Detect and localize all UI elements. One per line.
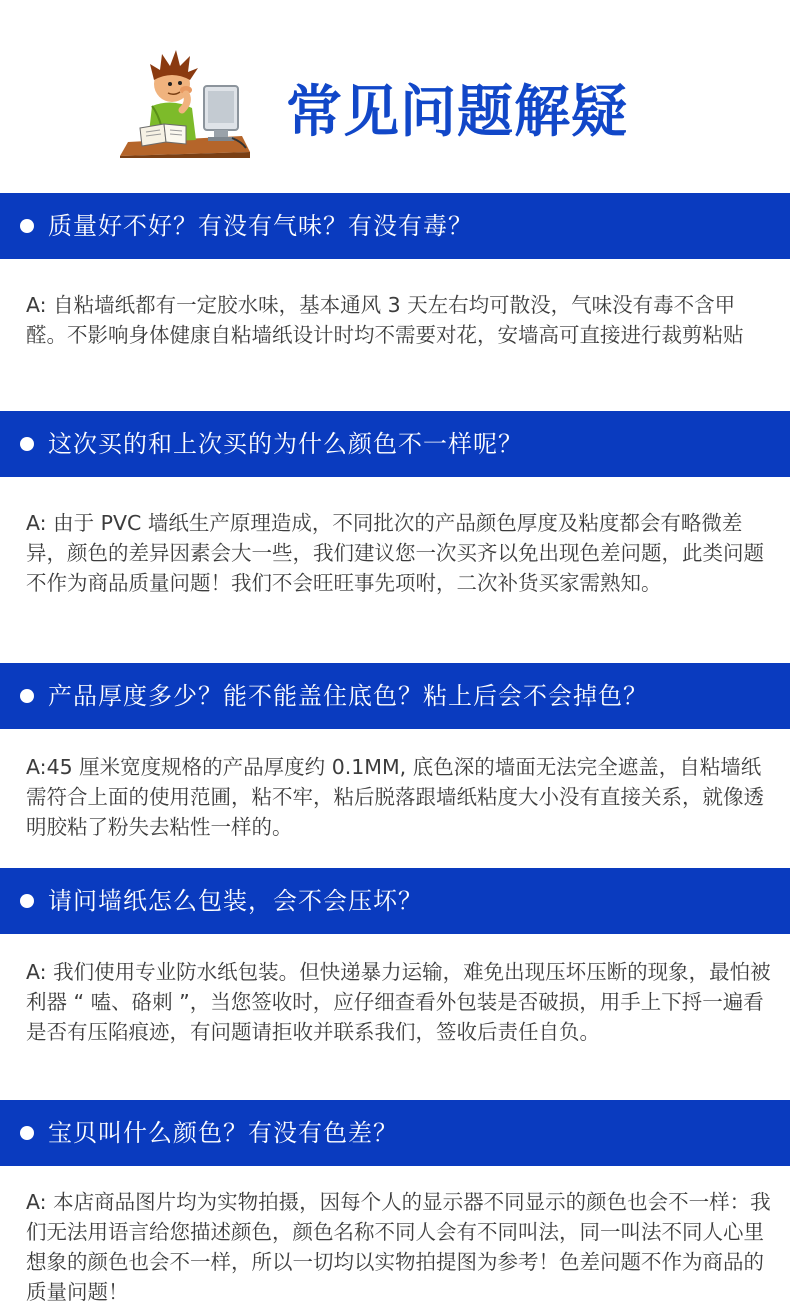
header [0,0,790,195]
faq-answer: A: 自粘墙纸都有一定胶水味，基本通风 3 天左右均可散没，气味没有毒不含甲醛。不影响身体健康自粘墙纸设计时均不需要对花，安墙高可直接进行裁剪粘贴 [26,293,744,347]
faq-answer: A:45 厘米宽度规格的产品厚度约 0.1MM, 底色深的墙面无法完全遮盖，自粘墙纸需符合上面的使用范圃，粘不牢，粘后脱落跟墙纸粘度大小没有直接关系，就像透明胶粘了粉失去粘性一样的。 [26,755,764,839]
faq-question: 产品厚度多少？能不能盖住底色？粘上后会不会掉色？ [48,682,648,710]
faq-question: 宝贝叫什么颜色？有没有色差？ [48,1119,398,1147]
bullet-dot-icon [20,894,34,908]
faq-question-bar [0,868,790,934]
page-title: 常见问题解疑 [286,80,628,145]
bullet-dot-icon [20,1126,34,1140]
faq-answer: A: 我们使用专业防水纸包装。但快递暴力运输，难免出现压坏压断的现象，最怕被利器 “ 嗑、硌刺 ”，当您签收时，应仔细查看外包装是否破损，用手上下捋一遍看是否有压陷痕迹，有问题请拒收并联系我们，签收后责任自负。 [26,960,771,1044]
faq-question-bar [0,411,790,477]
reading-boy-with-computer-icon [120,46,255,158]
bullet-dot-icon [20,219,34,233]
faq-answer: A: 由于 PVC 墙纸生产原理造成，不同批次的产品颜色厚度及粘度都会有略微差异，颜色的差异因素会大一些，我们建议您一次买齐以免出现色差问题，此类问题不作为商品质量问题！我们不会旺旺事先项咐，二次补货买家需熟知。 [26,511,764,595]
faq-question-bar [0,1100,790,1166]
faq-question: 请问墙纸怎么包装，会不会压坏？ [48,887,423,915]
faq-question-bar [0,193,790,259]
faq-question: 质量好不好？有没有气味？有没有毒？ [48,212,473,240]
faq-question: 这次买的和上次买的为什么颜色不一样呢？ [48,430,523,458]
faq-answer: A: 本店商品图片均为实物拍摄，因每个人的显示器不同显示的颜色也会不一样：我们无法用语言给您描述颜色，颜色名称不同人会有不同叫法，同一叫法不同人心里想象的颜色也会不一样，所以一切均以实物拍提图为参考！色差问题不作为商品的质量问题！ [26,1190,771,1304]
bullet-dot-icon [20,689,34,703]
bullet-dot-icon [20,437,34,451]
faq-question-bar [0,663,790,729]
